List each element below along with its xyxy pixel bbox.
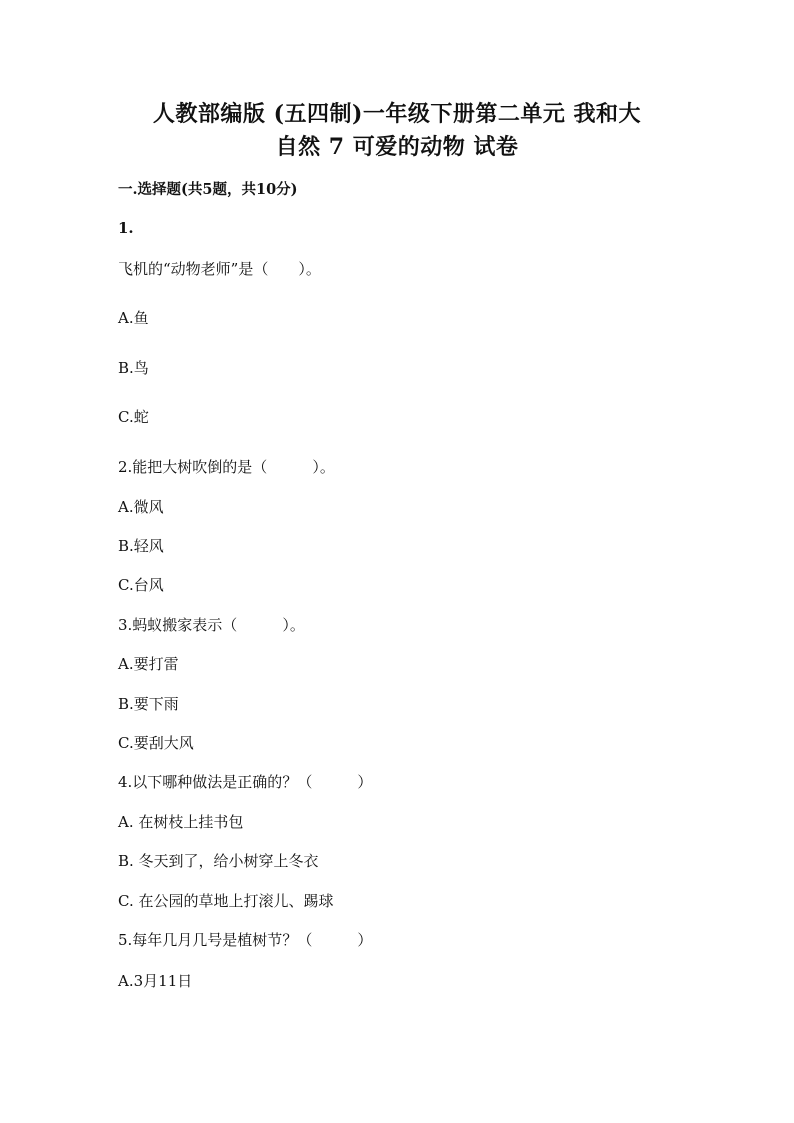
- question-4-option-b: B. 冬天到了，给小树穿上冬衣: [118, 852, 319, 870]
- question-2-option-c: C.台风: [118, 576, 164, 594]
- question-4-stem: 4.以下哪种做法是正确的？（ ）: [118, 773, 373, 791]
- question-1-option-a: A.鱼: [118, 309, 149, 327]
- question-1-option-c: C.蛇: [118, 408, 149, 426]
- question-1-stem: 飞机的“动物老师”是（ ）。: [118, 260, 321, 278]
- question-4-option-c: C. 在公园的草地上打滚儿、踢球: [118, 892, 334, 910]
- question-5-stem: 5.每年几月几号是植树节？（ ）: [118, 931, 373, 949]
- question-2-option-b: B.轻风: [118, 537, 164, 555]
- question-1-number: 1.: [118, 219, 134, 237]
- question-3-option-a: A.要打雷: [118, 655, 179, 673]
- question-3-option-c: C.要刮大风: [118, 734, 194, 752]
- question-2-option-a: A.微风: [118, 498, 164, 516]
- question-1-option-b: B.鸟: [118, 359, 149, 377]
- question-3-stem: 3.蚂蚁搬家表示（ ）。: [118, 616, 305, 634]
- question-2-stem: 2.能把大树吹倒的是（ ）。: [118, 458, 335, 476]
- document-title-line-2: 自然 7 可爱的动物 试卷: [275, 134, 519, 160]
- document-title-line-1: 人教部编版 (五四制)一年级下册第二单元 我和大: [152, 101, 642, 127]
- question-5-option-a: A.3月11日: [118, 972, 193, 990]
- section-header: 一.选择题(共5题，共10分): [118, 181, 298, 198]
- question-4-option-a: A. 在树枝上挂书包: [118, 813, 244, 831]
- question-3-option-b: B.要下雨: [118, 695, 179, 713]
